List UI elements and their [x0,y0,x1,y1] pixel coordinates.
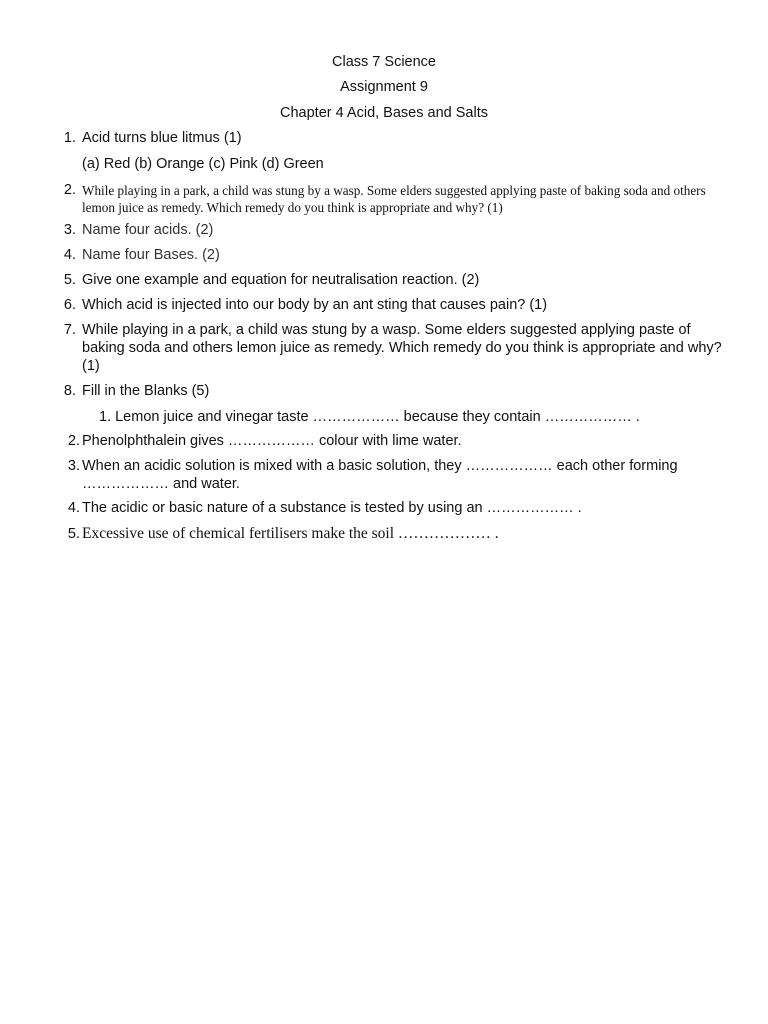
blank-item: The acidic or basic nature of a substance is tested by using an ……………… . [82,500,582,516]
question-text: Fill in the Blanks (5) [82,383,210,399]
question-options: (a) Red (b) Orange (c) Pink (d) Green [82,156,324,172]
question-number: 1. [63,130,76,146]
blank-item: 1. Lemon juice and vinegar taste ……………… because they contain ……………… . [99,409,640,425]
question-text: Which acid is injected into our body by an ant sting that causes pain? (1) [82,297,548,313]
question-number: 6. [63,297,76,313]
blank-number: 3. [67,458,80,474]
question-number: 5. [63,272,76,288]
question-text: While playing in a park, a child was stung by a wasp. Some elders suggested applying paste of baking soda and others lemon juice as remedy. Which remedy do you think is appropriate and why? (1) [82,183,706,215]
header-class: Class 7 Science [332,54,436,70]
blank-item: When an acidic solution is mixed with a basic solution, they ……………… each other forming ……………… and water. [82,458,678,492]
blank-item: Excessive use of chemical fertilisers make the soil ……………… . [82,525,499,542]
header-assignment: Assignment 9 [340,79,428,95]
question-number: 4. [63,247,76,263]
question-text: Name four acids. (2) [82,222,214,238]
question-text: Acid turns blue litmus (1) [82,130,242,146]
blank-number: 5. [67,526,80,542]
blank-number: 4. [67,500,80,516]
question-number: 3. [63,222,76,238]
question-number: 7. [63,322,76,338]
header-chapter: Chapter 4 Acid, Bases and Salts [280,105,488,121]
blank-number: 2. [67,433,80,449]
question-number: 8. [63,383,76,399]
blank-item: Phenolphthalein gives ……………… colour with lime water. [82,433,462,449]
question-number: 2. [63,182,76,198]
question-text: Give one example and equation for neutralisation reaction. (2) [82,272,480,288]
question-text: Name four Bases. (2) [82,247,220,263]
question-text: While playing in a park, a child was stung by a wasp. Some elders suggested applying paste of baking soda and others lemon juice as remedy. Which remedy do you think is appropriate and why? (1) [82,322,722,374]
